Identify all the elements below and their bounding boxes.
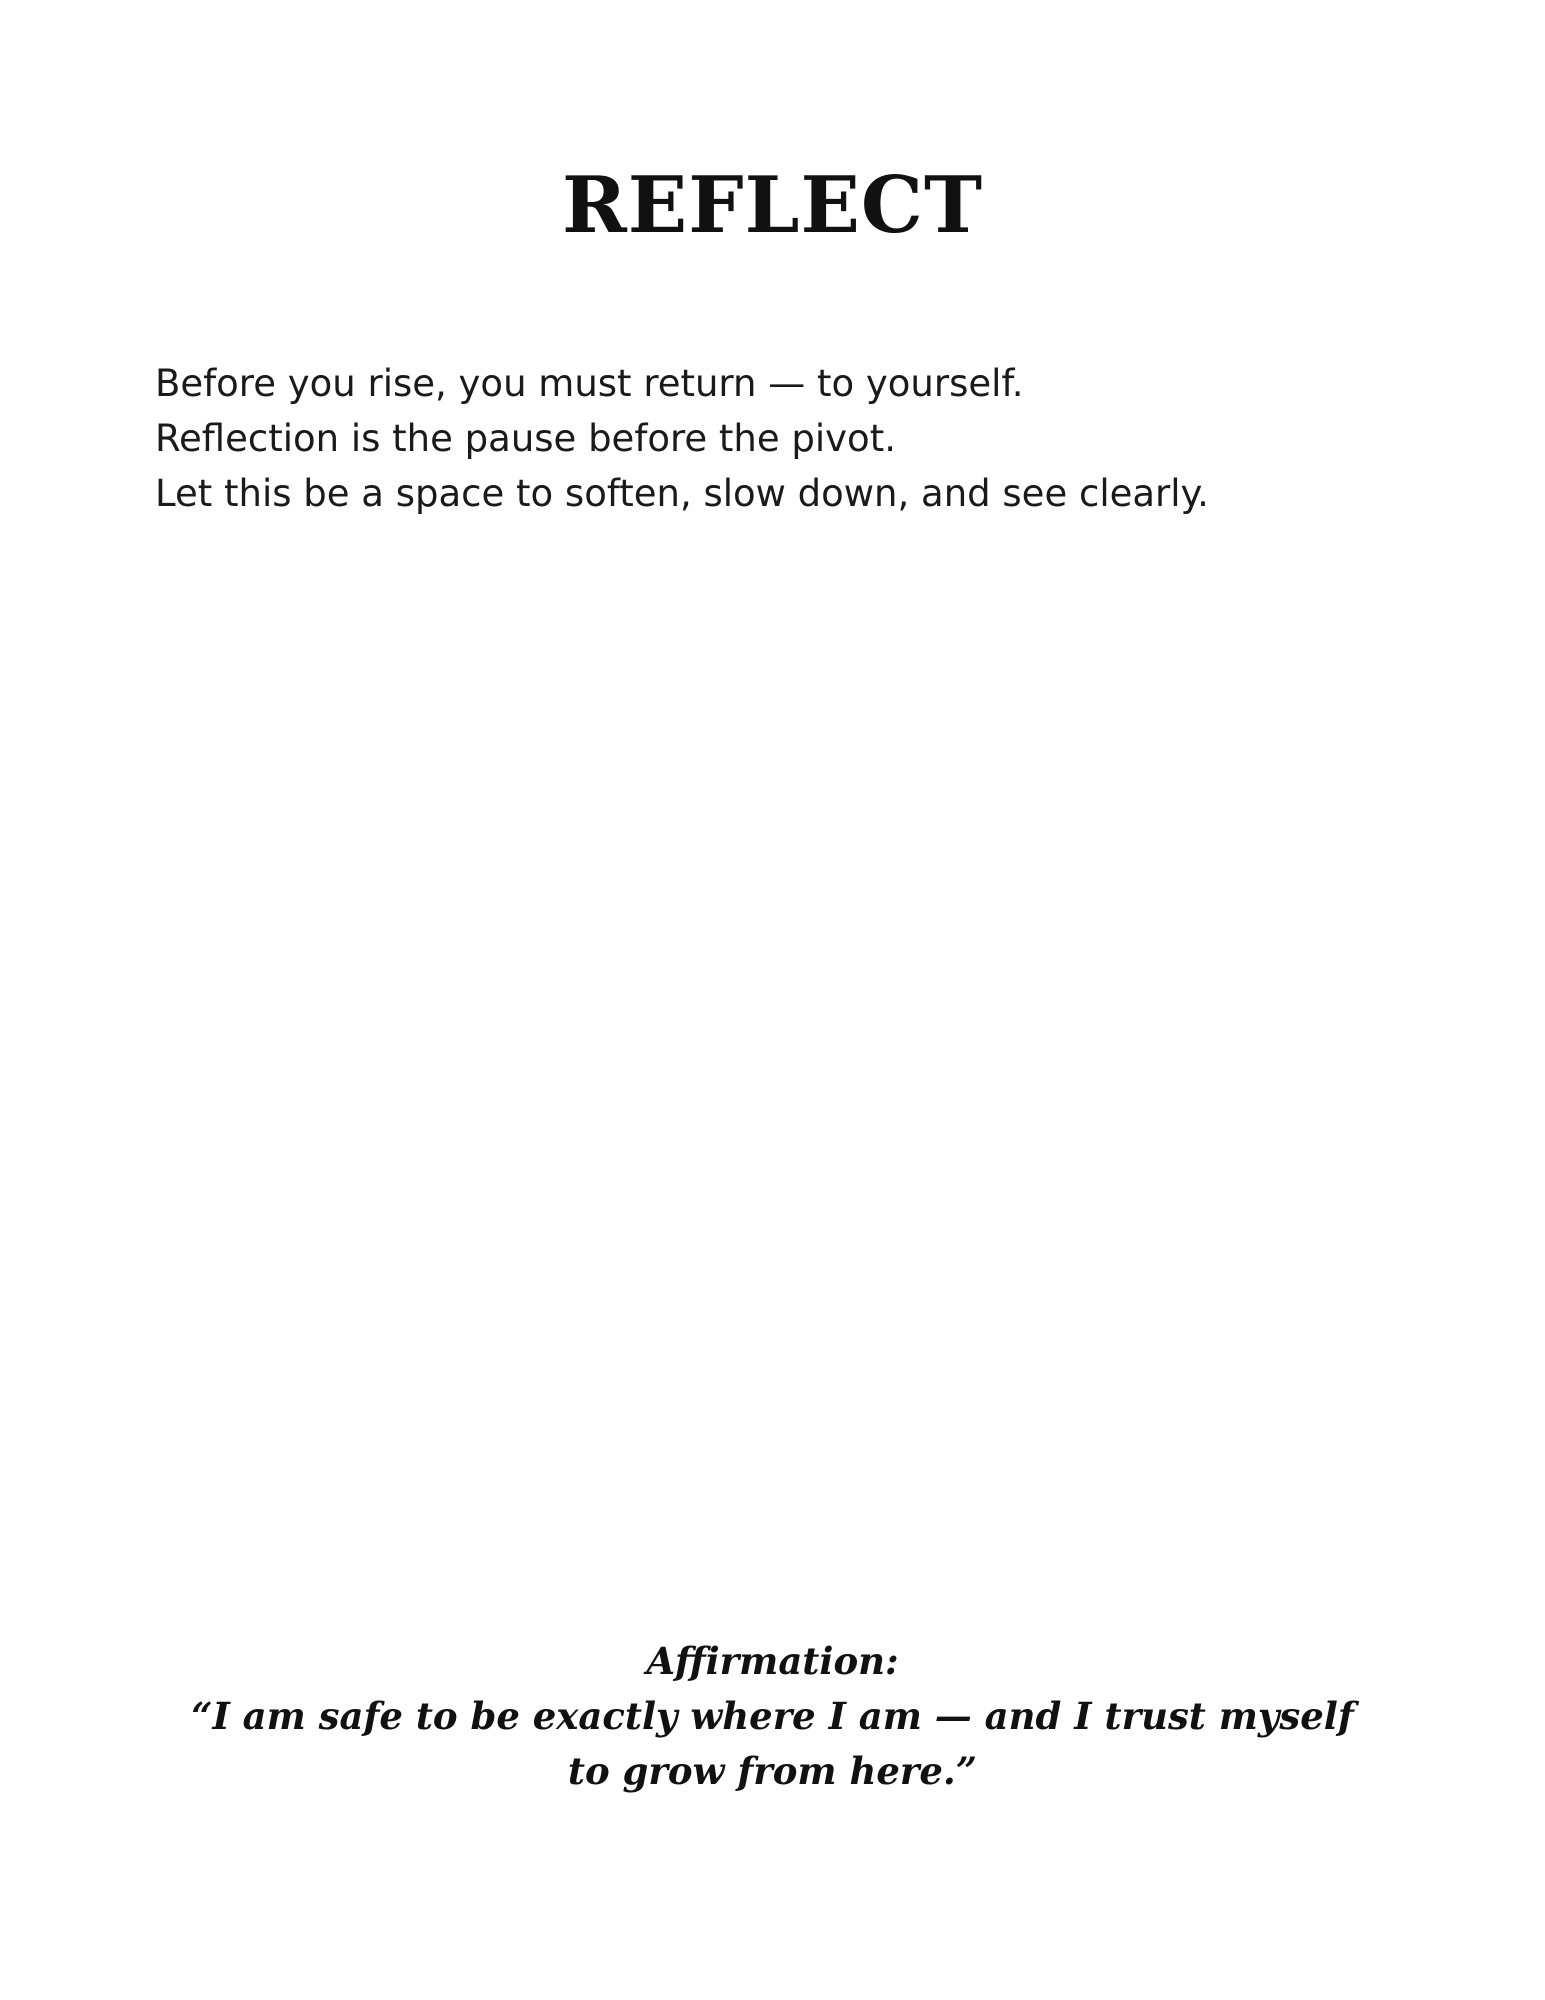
intro-line-3: Let this be a space to soften, slow down, and see clearly. [155, 472, 1209, 515]
intro-line-1: Before you rise, you must return — to yourself. [155, 362, 1024, 405]
affirmation-quote: “I am safe to be exactly where I am — and I trust myself to grow from here.” [191, 1694, 1354, 1793]
intro-line-2: Reflection is the pause before the pivot. [155, 417, 896, 460]
affirmation-label: Affirmation: [646, 1639, 899, 1683]
affirmation-block [190, 1634, 1355, 1799]
intro-paragraph [155, 356, 1405, 521]
page-title: REFLECT [561, 160, 984, 251]
